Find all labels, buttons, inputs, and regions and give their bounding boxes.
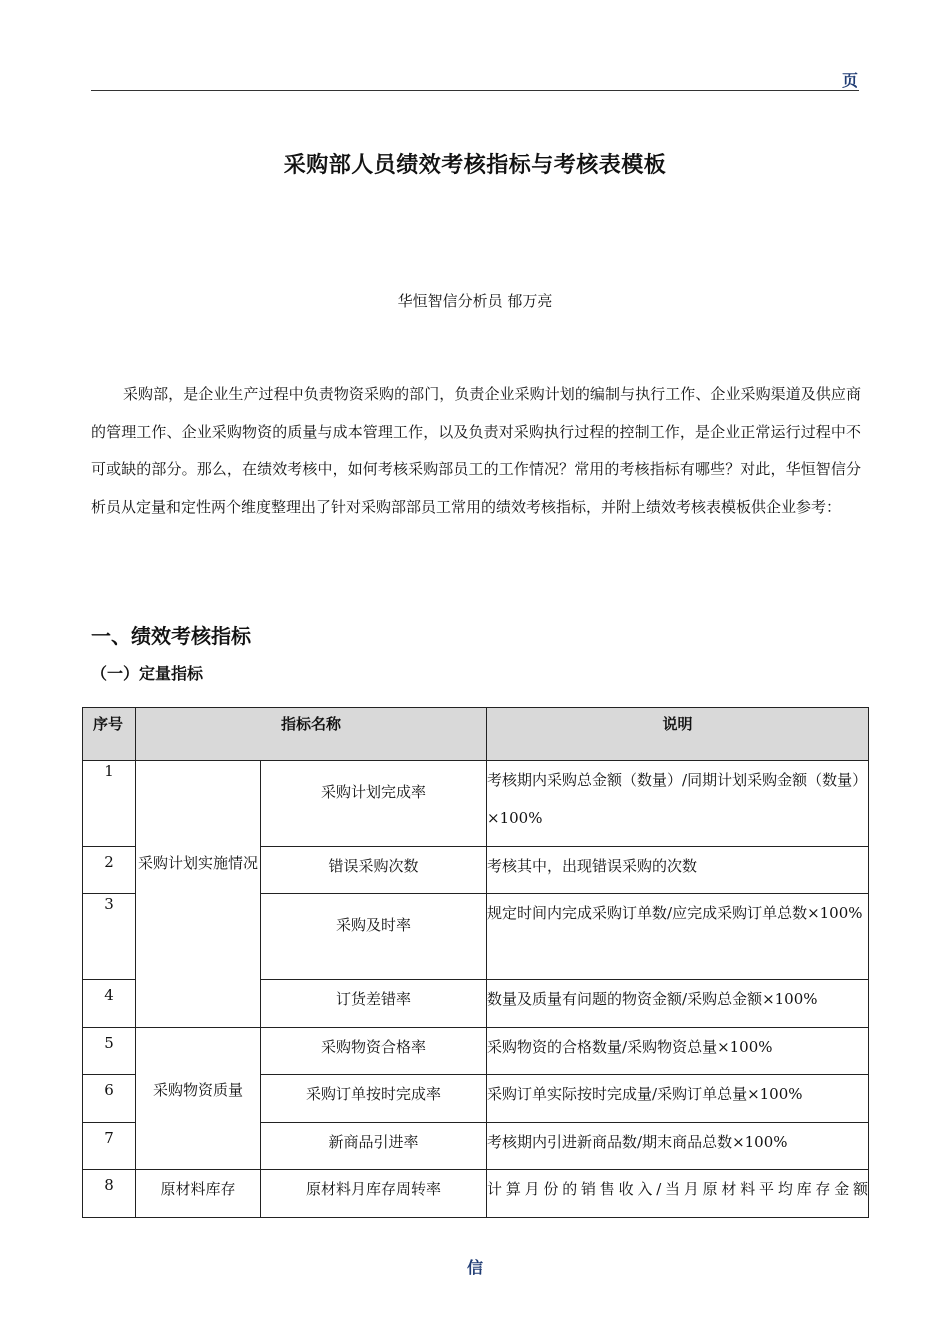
indicator-description: 数量及质量有问题的物资金额/采购总金额×100%: [487, 980, 869, 1028]
indicator-description: 采购订单实际按时完成量/采购订单总量×100%: [487, 1075, 869, 1123]
table-header-row: [83, 708, 869, 761]
header-seq: 序号: [83, 708, 136, 761]
indicator-name: 采购计划完成率: [261, 761, 487, 847]
row-seq: 7: [83, 1123, 136, 1170]
row-seq: 6: [83, 1075, 136, 1123]
indicator-description: 规定时间内完成采购订单数/应完成采购订单总数×100%: [487, 894, 869, 980]
category-cell: 采购物资质量: [136, 1028, 261, 1170]
indicator-name: 采购及时率: [261, 894, 487, 980]
row-seq: 4: [83, 980, 136, 1028]
document-title: 采购部人员绩效考核指标与考核表模板: [283, 153, 667, 178]
table-row: [83, 761, 869, 847]
section-heading: 一、绩效考核指标: [91, 624, 251, 648]
row-seq: 1: [83, 761, 136, 847]
indicator-description: 考核期内引进新商品数/期末商品总数×100%: [487, 1123, 869, 1170]
author-line: 华恒智信分析员 郁万亮: [397, 292, 553, 310]
indicator-name: 采购物资合格率: [261, 1028, 487, 1075]
table-row: [83, 1170, 869, 1218]
intro-paragraph: 采购部，是企业生产过程中负责物资采购的部门，负责企业采购计划的编制与执行工作、企业采购渠道及供应商的管理工作、企业采购物资的质量与成本管理工作，以及负责对采购执行过程的控制工作，是企业正常运行过程中不可或缺的部分。那么，在绩效考核中，如何考核采购部员工的工作情况？常用的考核指标有哪些？对此，华恒智信分析员从定量和定性两个维度整理出了针对采购部部员工常用的绩效考核指标，并附上绩效考核表模板供企业参考：: [91, 385, 861, 516]
row-seq: 2: [83, 847, 136, 894]
indicator-description: 考核其中，出现错误采购的次数: [487, 847, 869, 894]
indicator-name: 原材料月库存周转率: [261, 1170, 487, 1218]
indicator-name: 订货差错率: [261, 980, 487, 1028]
row-seq: 5: [83, 1028, 136, 1075]
indicator-description: 计算月份的销售收入/当月原材料平均库存金额: [487, 1170, 869, 1218]
indicator-description: 考核期内采购总金额（数量）/同期计划采购金额（数量）×100%: [487, 761, 869, 847]
indicator-description: 采购物资的合格数量/采购物资总量×100%: [487, 1028, 869, 1075]
subsection-heading: （一）定量指标: [91, 664, 204, 683]
category-cell: 采购计划实施情况: [136, 761, 261, 1028]
kpi-table: [82, 707, 869, 1218]
header-divider: [91, 90, 859, 91]
indicator-name: 采购订单按时完成率: [261, 1075, 487, 1123]
header-indicator-name: 指标名称: [136, 708, 487, 761]
indicator-name: 错误采购次数: [261, 847, 487, 894]
row-seq: 3: [83, 894, 136, 980]
category-cell: 原材料库存: [136, 1170, 261, 1218]
footer-mark: 信: [466, 1258, 483, 1277]
header-page-mark: 页: [841, 71, 858, 90]
row-seq: 8: [83, 1170, 136, 1218]
header-description: 说明: [487, 708, 869, 761]
indicator-name: 新商品引进率: [261, 1123, 487, 1170]
table-row: [83, 1028, 869, 1075]
